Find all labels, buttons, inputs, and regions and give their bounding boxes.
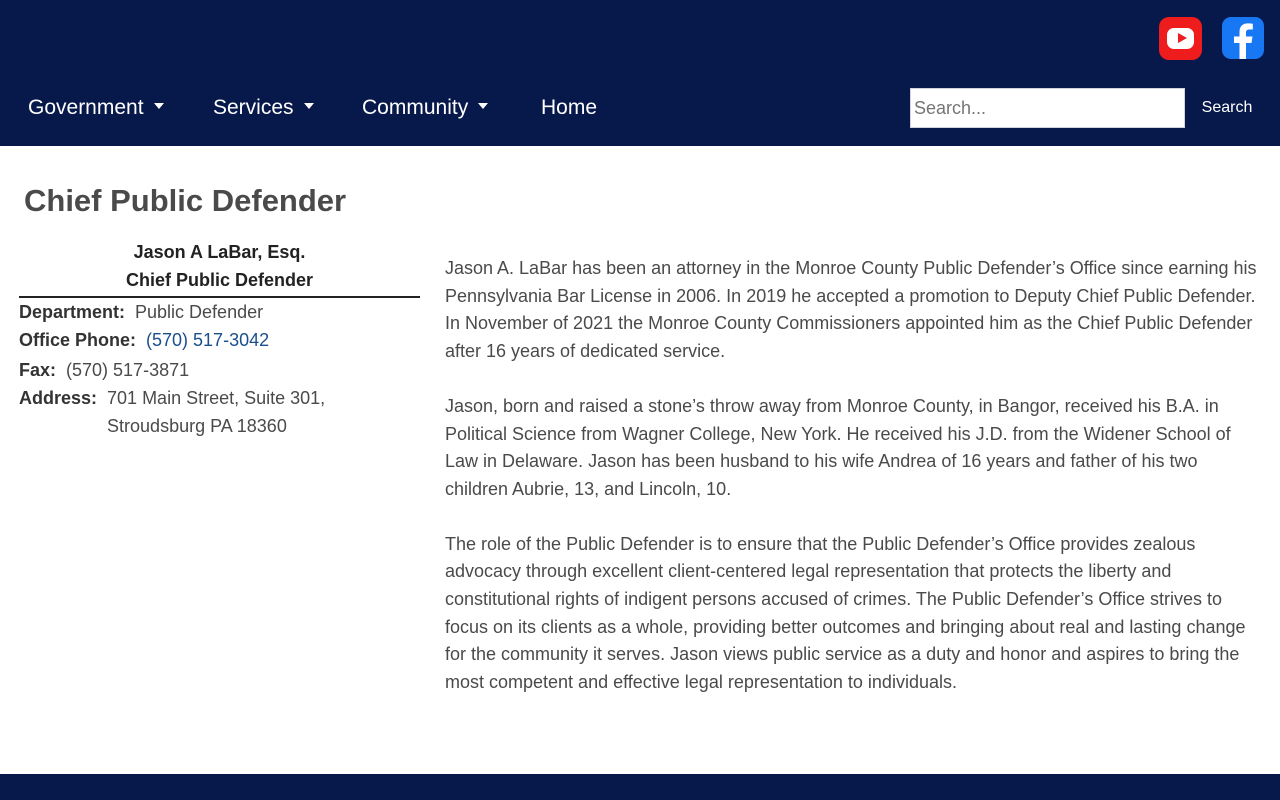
- nav-home-label: Home: [541, 96, 598, 119]
- profile-card: [19, 238, 420, 440]
- caret-down-icon: [304, 103, 314, 109]
- site-header: [0, 0, 1280, 146]
- address-value: [107, 384, 325, 440]
- caret-down-icon: [154, 103, 164, 109]
- search-button[interactable]: Search: [1189, 88, 1265, 128]
- address-line-2: Stroudsburg PA 18360: [107, 416, 287, 436]
- fax-value: (570) 517-3871: [66, 360, 190, 380]
- facebook-f-glyph: [1222, 17, 1264, 59]
- search-input[interactable]: [910, 88, 1185, 128]
- play-icon: [1178, 33, 1187, 43]
- nav-government-label: Government: [28, 96, 144, 119]
- nav-services[interactable]: [213, 88, 314, 128]
- bio-paragraph: Jason A. LaBar has been an attorney in the Monroe County Public Defender’s Office since earning his Pennsylvania Bar License in 2006. In 2019 he accepted a promotion to Deputy Chief Public Defender. In November of 2021 the Monroe County Commissioners appointed him as the Chief Public Defender after 16 years of dedicated service.: [445, 258, 1257, 362]
- page-title: Chief Public Defender: [24, 183, 347, 218]
- nav-community-label: Community: [362, 96, 469, 119]
- department-row: [19, 298, 420, 326]
- profile-name: Jason A LaBar, Esq.: [133, 242, 306, 262]
- fax-row: [19, 356, 420, 384]
- bio-content: [445, 255, 1260, 724]
- address-line-1: 701 Main Street, Suite 301,: [107, 388, 326, 408]
- bio-paragraph: Jason, born and raised a stone’s throw away from Monroe County, in Bangor, received his B.A. in Political Science from Wagner College, New York. He received his J.D. from the Widener School of Law in Delaware. Jason has been husband to his wife Andrea of 16 years and father of his two children Aubrie, 13, and Lincoln, 10.: [445, 395, 1231, 499]
- nav-home[interactable]: [541, 88, 597, 128]
- nav-services-label: Services: [213, 96, 294, 119]
- profile-title: Chief Public Defender: [125, 270, 314, 290]
- phone-link[interactable]: (570) 517-3042: [146, 330, 270, 350]
- youtube-play-box: [1167, 28, 1194, 49]
- nav-government[interactable]: [28, 88, 164, 128]
- site-footer: [0, 774, 1280, 800]
- address-label: Address:: [19, 388, 98, 408]
- phone-row: [19, 326, 420, 354]
- department-label: Department:: [19, 302, 126, 322]
- phone-label: Office Phone:: [19, 330, 137, 350]
- youtube-icon[interactable]: [1159, 17, 1202, 60]
- nav-community[interactable]: [362, 88, 488, 128]
- address-row: [19, 384, 420, 440]
- department-value: Public Defender: [135, 302, 264, 322]
- bio-paragraph: The role of the Public Defender is to ensure that the Public Defender’s Office provides zealous advocacy through excellent client-centered legal representation that protects the liberty and constitutional rights of indigent persons accused of crimes. The Public Defender’s Office strives to focus on its clients as a whole, providing better outcomes and bringing about real and lasting change for the community it serves. Jason views public service as a duty and honor and aspires to bring the most competent and effective legal representation to individuals.: [445, 533, 1246, 693]
- caret-down-icon: [478, 103, 488, 109]
- fax-label: Fax:: [19, 360, 57, 380]
- facebook-icon[interactable]: [1222, 17, 1264, 59]
